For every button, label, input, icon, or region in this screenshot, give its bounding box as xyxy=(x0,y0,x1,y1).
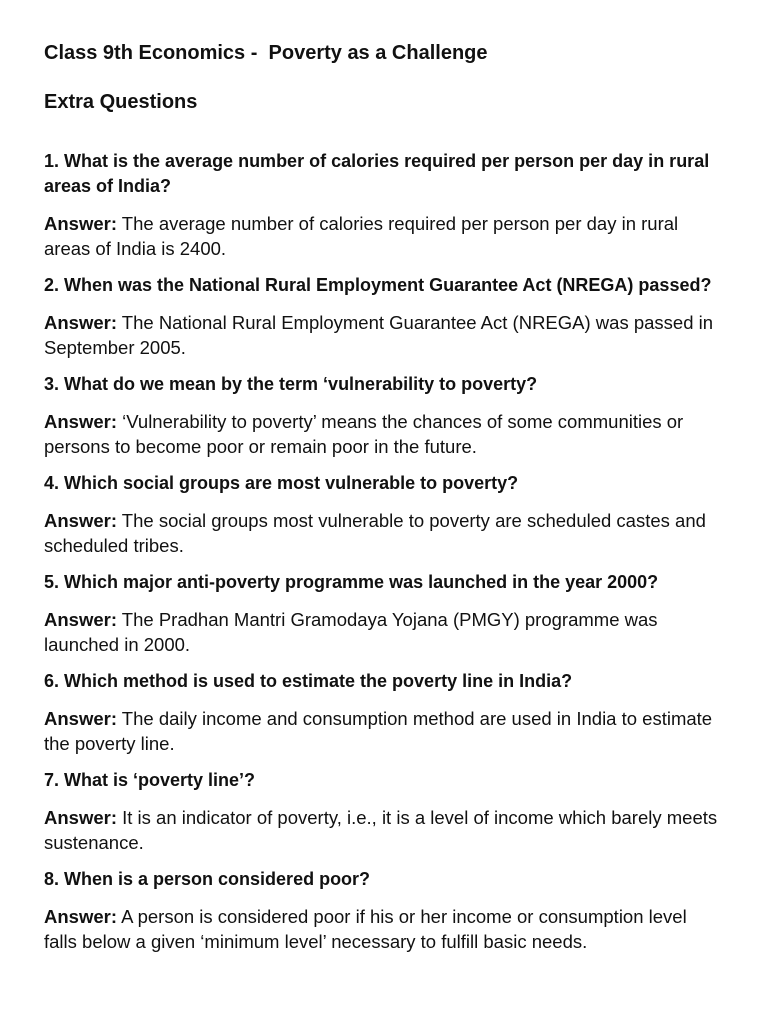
answer-label: Answer: xyxy=(44,213,117,234)
page-title: Class 9th Economics - Poverty as a Challenge xyxy=(44,42,488,64)
answer-text xyxy=(44,904,724,954)
qa-item xyxy=(44,867,724,954)
qa-item xyxy=(44,273,724,360)
answer-text xyxy=(44,706,724,756)
question-text: 5. Which major anti-poverty programme was launched in the year 2000? xyxy=(44,572,659,592)
question-text: 8. When is a person considered poor? xyxy=(44,869,371,889)
answer-label: Answer: xyxy=(44,411,117,432)
qa-item xyxy=(44,570,724,657)
question-text: 7. What is ‘poverty line’? xyxy=(44,770,256,790)
qa-item xyxy=(44,669,724,756)
answer-text xyxy=(44,508,724,558)
answer-body: It is an indicator of poverty, i.e., it is a level of income which barely meets sustenance. xyxy=(44,807,718,853)
qa-item xyxy=(44,471,724,558)
answer-label: Answer: xyxy=(44,510,117,531)
answer-body: The daily income and consumption method are used in India to estimate the poverty line. xyxy=(44,708,713,754)
answer-body: A person is considered poor if his or her income or consumption level falls below a given ‘minimum level’ necessary to fulfill basic needs. xyxy=(44,906,687,952)
page-subtitle: Extra Questions xyxy=(44,91,198,113)
question-text: 1. What is the average number of calories required per person per day in rural areas of India? xyxy=(44,151,710,196)
question-text: 4. Which social groups are most vulnerable to poverty? xyxy=(44,473,519,493)
answer-body: ‘Vulnerability to poverty’ means the chances of some communities or persons to become poor or remain poor in the future. xyxy=(44,411,684,457)
answer-label: Answer: xyxy=(44,906,117,927)
answer-body: The National Rural Employment Guarantee Act (NREGA) was passed in September 2005. xyxy=(44,312,714,358)
answer-body: The social groups most vulnerable to poverty are scheduled castes and scheduled tribes. xyxy=(44,510,706,556)
qa-item xyxy=(44,372,724,459)
answer-label: Answer: xyxy=(44,609,117,630)
answer-label: Answer: xyxy=(44,312,117,333)
answer-label: Answer: xyxy=(44,708,117,729)
answer-text xyxy=(44,805,724,855)
qa-list xyxy=(44,149,724,954)
question-text: 3. What do we mean by the term ‘vulnerability to poverty? xyxy=(44,374,538,394)
answer-text xyxy=(44,211,724,261)
qa-item xyxy=(44,768,724,855)
qa-item xyxy=(44,149,724,261)
question-text: 6. Which method is used to estimate the poverty line in India? xyxy=(44,671,573,691)
answer-text xyxy=(44,310,724,360)
answer-body: The average number of calories required per person per day in rural areas of India is 2400. xyxy=(44,213,679,259)
answer-text xyxy=(44,409,724,459)
answer-body: The Pradhan Mantri Gramodaya Yojana (PMGY) programme was launched in 2000. xyxy=(44,609,658,655)
question-text: 2. When was the National Rural Employment Guarantee Act (NREGA) passed? xyxy=(44,275,712,295)
answer-label: Answer: xyxy=(44,807,117,828)
answer-text xyxy=(44,607,724,657)
